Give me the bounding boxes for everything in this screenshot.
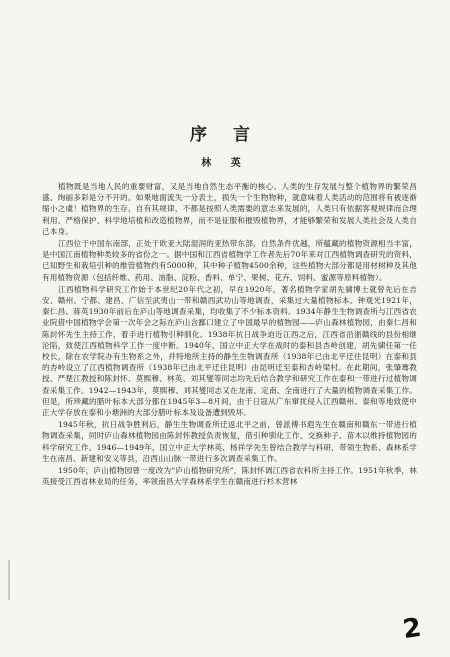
page-title: 序 言 [190,125,260,145]
page-number: 2 [401,612,424,646]
paragraph: 植物既是当地人民的重要财富，又是当地自然生态平衡的核心。人类的生存发展与整个植物界的繁荣昌盛、绚丽多彩是分不开的。如果地面流失一分表土，损失一个生物物种，就意味着人类活动的范围将有被逐渐缩小之虞！植物界的生存，自有其规律，不都是按照人类需要的意志来发展的，人类只有依据客观规律而合理利用、严格保护、科学地培植和改造植物界，而不是征服和摧毁植物界，才能够繁荣和发展人类社会及人类自己本身。 [42,182,417,236]
body-text [42,181,417,488]
paragraph: 1945年秋，抗日战争胜利后，静生生物调查所迁返北平之前，曾派傅书遐先生在赣南和赣东一带进行植物调查采集，同时庐山森林植物园由陈封怀教授负责恢复，借引种驯化工作，交换种子、苗木以维持植物园的科学研究工作。1946—1949年，国立中正大学林英、杨祥学先生曾结合教学与科研，带领生物系、森林系学生在南昌、新建和安义等县，沿西山山脉一带进行多次调查采集工作。 [42,420,417,463]
scan-margin-mark [8,560,10,600]
paragraph: 江西位于中国东南部，正处于欧亚大陆湿润的亚热带东部，自然条件优越，所蕴藏的植物资源相当丰富，是中国江南植物种类较多的省份之一。据中国和江西省植物学工作者先后70年来对江西植物调查研究的资料，已知野生和栽培引种的维管植物约有5000种，其中种子植物4500余种，这些植物大部分都是用材树种及其他有用植物资源（包括纤维、药用、油脂、淀粉、香料、单宁、果树、花卉、饲料、蜜源等原料植物）。 [42,239,417,282]
paragraph: 江西植物科学研究工作始于本世纪20年代之初，早在1920年，著名植物学家胡先骕博士就曾先后在吉安、赣州、宁都、建昌、广信至武夷山一带和赣西武功山等地调查，采集过大量植物标本。钟观光1921年，秦仁昌、蒋英1930年前后在庐山等地调查采集，均收集了不少标本资料。1934年静生生物调查所与江西省农业院借中国植物学会第一次年会之际在庐山含鄱口建立了中国最早的植物园——庐山森林植物园，由秦仁昌和陈封怀先生主持工作，着手进行植物引种驯化。1938年抗日战争迫近江西之后，江西省沿浙赣线的县份相继沦陷，致使江西植物科学工作一度中断。1940年，国立中正大学在战时的泰和县杏岭创建，胡先骕任第一任校长，除在农学院办有生物系之外，并特地所主持的静生生物调查所（1938年已由北平迁往昆明）在泰和县的杏岭设立了江西植物调查所（1938年已由北平迁往昆明）由昆明迁至泰和杏岭梁村。在此期间，张肇骞教授、严楚江教授和陈封怀、莫熙穆、林英、刘其燮等同志均先后结合教学和研究工作在泰和一带进行过植物调查采集工作。1942—1943年，莫熙穆、刘其燮同志又在龙南、定南、全南进行了大量的植物调查采集工作。但是，所珍藏的腊叶标本大部分都在1945年3—8月间，由于日寇从广东窜扰侵入江西赣州、泰和等地致使中正大学存放在泰和小塘洲的大部分腊叶标本及设备遭到毁坏。 [42,284,417,418]
paragraph: 1950年，庐山植物园曾一度改为“庐山植物研究所”，陈封怀调江西省农科所主持工作。1951年秋季，林英接受江西省林业局的任务，率领南昌大学森林系学生在赣南进行杉木营林 [42,466,417,487]
author-name: 林 英 [201,158,249,169]
